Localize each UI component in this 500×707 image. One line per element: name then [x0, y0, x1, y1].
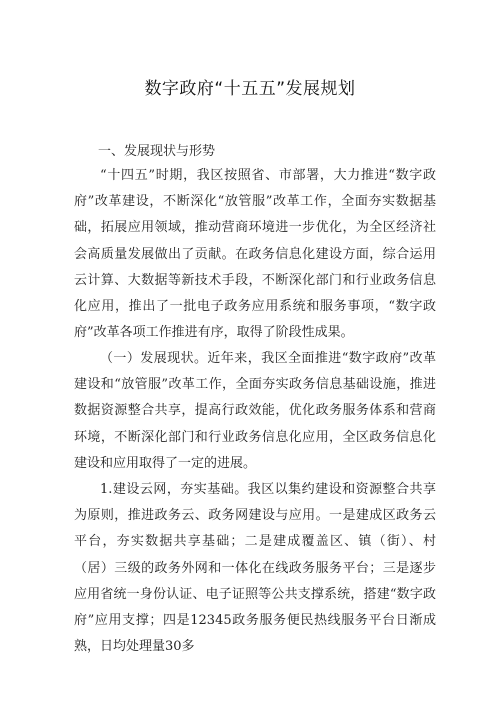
document-title: 数字政府“十五五”发展规划 [144, 79, 356, 99]
paragraph-current-status: （一）发展现状。近年来，我区全面推进“数字政府”改革建设和“放管服”改革工作，全面夯实政务信息基础设施，推进数据资源整合共享，提高行政效能，优化政务服务体系和营商环境，不断深化部门和行业政务信息化应用，全区政务信息化建设和应用取得了一定的进展。 [74, 351, 436, 471]
paragraph-intro: “十四五”时期，我区按照省、市部署，大力推进“数字政府”改革建设，不断深化“放管服”改革工作，全面夯实数据基础，拓展应用领域，推动营商环境进一步优化，为全区经济社会高质量发展做出了贡献。在政务信息化建设方面，综合运用云计算、大数据等新技术手段，不断深化部门和行业政务信息化应用，推出了一批电子政务应用系统和服务事项，“数字政府”改革各项工作推进有序，取得了阶段性成果。 [74, 168, 436, 341]
paragraph-cloud-network: 1.建设云网，夯实基础。我区以集约建设和资源整合共享为原则，推进政务云、政务网建设与应用。一是建成区政务云平台，夯实数据共享基础；二是建成覆盖区、镇（街）、村（居）三级的政务外网和一体化在线政务服务平台；三是逐步应用省统一身份认证、电子证照等公共支撑系统，搭建“数字政府”应用支撑；四是12345政务服务便民热线服务平台日渐成熟，日均处理量30多 [74, 482, 436, 655]
section-heading: 一、发展现状与形势 [98, 144, 216, 159]
